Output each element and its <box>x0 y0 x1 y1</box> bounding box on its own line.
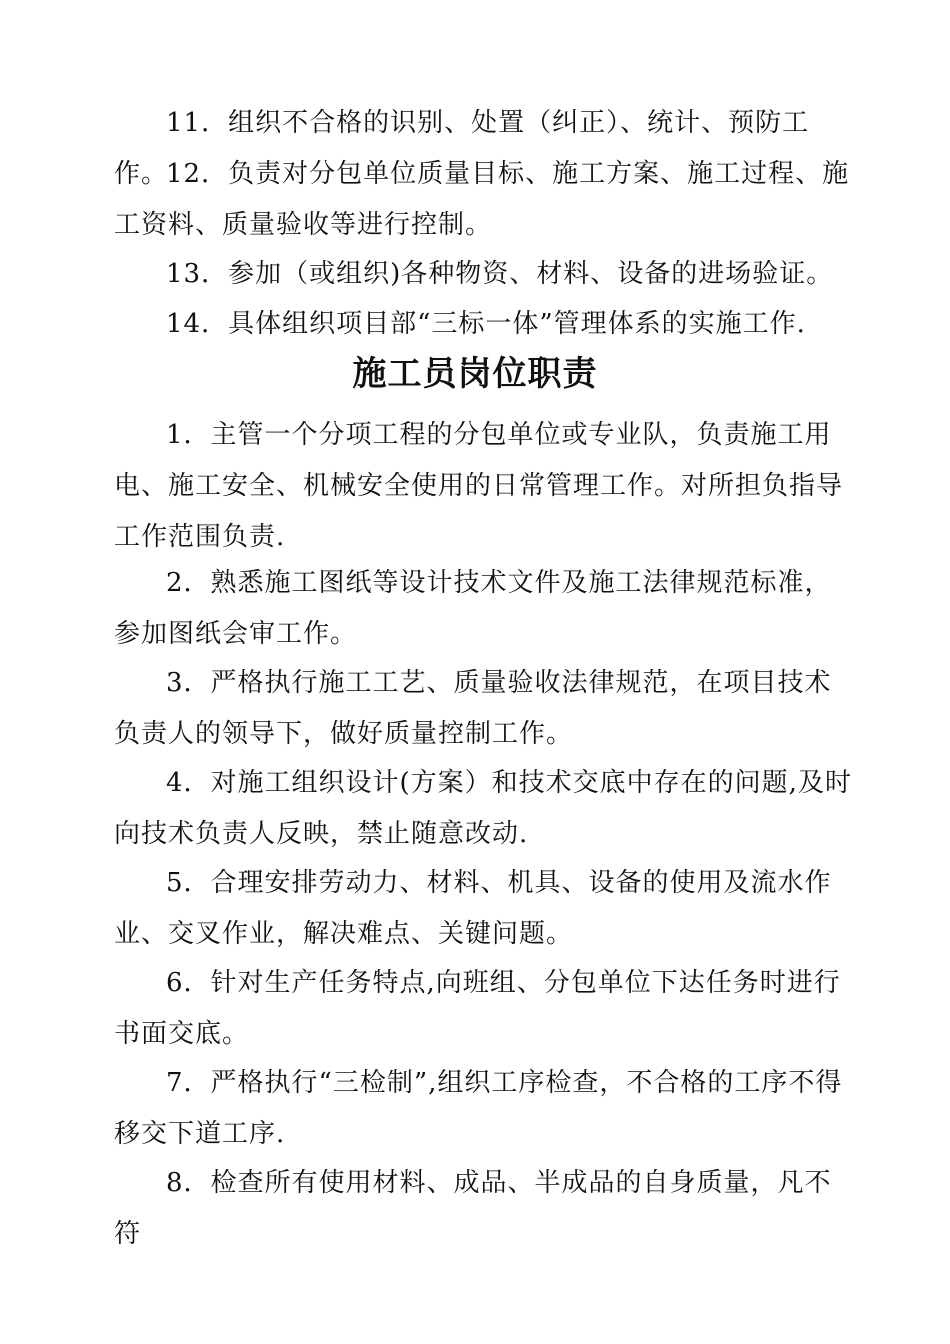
section-title: 施工员岗位职责 <box>352 354 598 394</box>
duty-item-6: 6．针对生产任务特点,向班组、分包单位下达任务时进行书面交底。 <box>114 968 841 1049</box>
duty-item-14: 14．具体组织项目部“三标一体”管理体系的实施工作. <box>166 309 806 339</box>
duty-item-13: 13．参加（或组织)各种物资、材料、设备的进场验证。 <box>166 259 834 289</box>
duty-item-7: 7．严格执行“三检制”,组织工序检查，不合格的工序不得移交下道工序. <box>114 1068 843 1149</box>
duty-item-8: 8．检查所有使用材料、成品、半成品的自身质量，凡不符 <box>114 1168 832 1249</box>
duty-item-11: 11．组织不合格的识别、处置（纠正）、统计、预防工作。 <box>114 108 810 189</box>
duty-item-3: 3．严格执行施工工艺、质量验收法律规范，在项目技术负责人的领导下，做好质量控制工作。 <box>114 668 832 749</box>
duty-item-1: 1．主管一个分项工程的分包单位或专业队，负责施工用电、施工安全、机械安全使用的日常管理工作。对所担负指导工作范围负责. <box>114 420 844 552</box>
duty-item-12: 12．负责对分包单位质量目标、施工方案、施工过程、施工资料、质量验收等进行控制。 <box>114 159 850 240</box>
duty-item-5: 5．合理安排劳动力、材料、机具、设备的使用及流水作业、交叉作业，解决难点、关键问题。 <box>114 868 832 949</box>
duty-item-2: 2．熟悉施工图纸等设计技术文件及施工法律规范标准，参加图纸会审工作。 <box>114 568 832 649</box>
duty-item-4: 4．对施工组织设计(方案）和技术交底中存在的问题,及时向技术负责人反映，禁止随意改动. <box>114 768 852 849</box>
